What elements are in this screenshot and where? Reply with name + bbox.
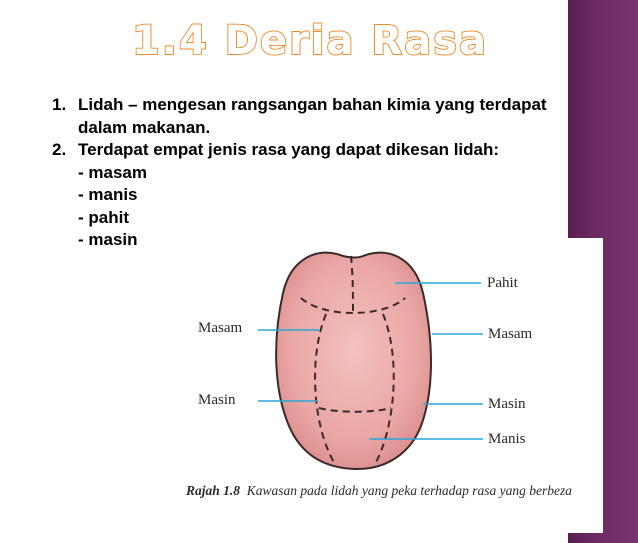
slide-title — [0, 18, 620, 64]
taste-item-pahit: - pahit — [78, 207, 129, 227]
taste-item-masin: - masin — [78, 230, 138, 249]
label-manis: Manis — [488, 431, 526, 447]
tongue-diagram — [183, 238, 603, 478]
tongue-figure — [183, 238, 603, 533]
figure-caption-label: Rajah 1.8 — [186, 483, 241, 498]
slide-title-text: 1.4 Deria Rasa — [131, 18, 489, 64]
point-1-number: 1. — [52, 95, 67, 114]
label-masam-right: Masam — [488, 326, 533, 342]
figure-caption-text: Kawasan pada lidah yang peka terhadap rasa yang berbeza — [246, 483, 572, 498]
taste-item-masam: - masam — [78, 162, 147, 182]
figure-caption — [186, 482, 586, 500]
bullet-list — [52, 94, 572, 252]
point-1-text: Lidah – mengesan rangsangan bahan kimia yang terdapat dalam makanan. — [78, 95, 547, 137]
point-1 — [52, 94, 572, 139]
label-pahit: Pahit — [487, 275, 518, 291]
point-2-number: 2. — [52, 140, 67, 159]
point-2 — [52, 139, 572, 162]
taste-item-manis: - manis — [78, 185, 138, 204]
label-masam-left: Masam — [198, 320, 243, 336]
label-masin-right: Masin — [488, 396, 526, 412]
point-2-text: Terdapat empat jenis rasa yang dapat dikesan lidah: — [78, 140, 500, 159]
label-masin-left: Masin — [198, 392, 236, 408]
